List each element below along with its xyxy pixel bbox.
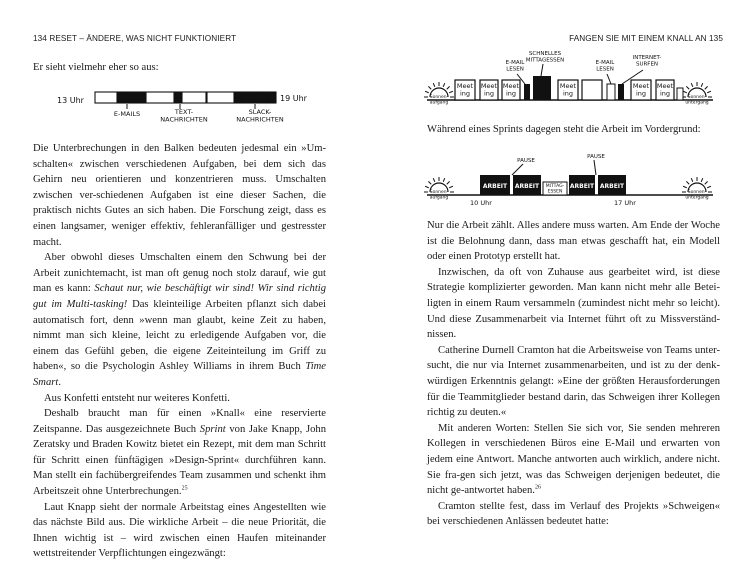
time-segment xyxy=(118,92,136,103)
sun-ray xyxy=(449,186,453,188)
intro-line: Er sieht vielmehr eher so aus: xyxy=(33,62,159,73)
right-body-text xyxy=(427,218,720,530)
sun-ray xyxy=(691,178,693,182)
work-label: ARBEIT xyxy=(482,183,508,190)
start-time-label: 13 Uhr xyxy=(57,96,84,105)
left-paragraph: Laut Knapp sieht der normale Arbeitstag eines Angestellten wie das nächste Bild aus. Die wirkliche Arbeit – die neue Priorität, die Ihnen wichtig ist – wird zwischen einen Haufen miteinander wettstreitender Verpflichtungen eingezwängt: xyxy=(33,501,326,560)
end-time-label: 17 Uhr xyxy=(614,199,636,207)
work-label: ARBEIT xyxy=(569,183,595,190)
meeting-label: Meet ing xyxy=(559,82,577,98)
emails-label: E-MAILS xyxy=(113,110,141,118)
time-segment xyxy=(175,92,181,103)
meeting-label: Meet ing xyxy=(632,82,650,98)
work-label: ARBEIT xyxy=(599,183,625,190)
sunset-label: Sonnen-untergang xyxy=(685,190,709,201)
right-paragraph: Mit anderen Worten: Stellen Sie sich vor, Sie senden mehreren Kollegen in verschiedenen Büros eine E-Mail und erwarten von jedem eine Antwort. Manche antworten auch wirklich, andere nicht. Sie fra-gen sich jetzt, was das Schweigen derjenigen bedeutet, die nicht ge-antwortet haben.$^{26}$ xyxy=(427,422,720,497)
right-paragraph: Catherine Durnell Cramton hat die Arbeitsweise von Teams unter-sucht, die nur via Internet zusammenarbeiten, und ist zu der denk-würdigen Erkenntnis gelangt: »Eine der größten Herausforderungen für die Teammitglieder bestand darin, das Schweigen ihrer Kollegen richtig zu deuten.« xyxy=(427,344,720,419)
time-segment xyxy=(242,92,250,103)
right-page-header: FANGEN SIE MIT EINEM KNALL AN 135 xyxy=(569,34,723,43)
pointer-line xyxy=(512,164,523,175)
time-segment xyxy=(251,92,267,103)
text-messages-label: TEXT-NACHRICHTEN xyxy=(160,108,208,124)
sun-ray xyxy=(683,186,687,188)
sun-ray xyxy=(705,181,708,184)
sunset-label: Sonnen-untergang xyxy=(685,95,709,106)
start-time-label: 10 Uhr xyxy=(470,199,492,207)
left-paragraph: Aber obwohl dieses Umschalten einem den Schwung bei der Arbeit zunichtemacht, ist man oft genug noch stolz darauf, wie gut man es kann: Schaut nur, wie beschäftigt wir sind! Wir sind richtig gut im Multi-tasking! Das kleinteilige Arbeiten pflanzt sich dabei automatisch fort, denn »wenn man glaubt, keine Zeit zu haben, nimmt man sich kleine, leicht zu erledigende Aufgaben vor, die einem das Gefühl geben, die eigene Zeiteinteilung im Griff zu haben«, so die Psychologin Ashley Williams in ihrem Buch Time Smart. xyxy=(33,252,327,388)
left-paragraph: Aus Konfetti entsteht nur weiteres Konfetti. xyxy=(44,392,230,404)
pointer-line xyxy=(594,160,596,175)
left-page xyxy=(0,0,375,560)
time-segment xyxy=(146,92,174,103)
right-page xyxy=(375,0,750,556)
sunrise-label: Sonnen-aufgang xyxy=(429,190,449,201)
time-segment xyxy=(207,92,234,103)
sun-ray xyxy=(433,178,435,182)
lunch-label: MITTAG-ESSEN xyxy=(545,184,565,195)
email-read-label-2: E-MAIL LESEN xyxy=(595,60,615,73)
left-body-text xyxy=(33,141,326,562)
internet-surfing-label: INTERNET-SURFEN xyxy=(632,55,662,68)
sprint-intro-line: Während eines Sprints dagegen steht die Arbeit im Vordergrund: xyxy=(427,124,701,135)
meeting-label: Meet ing xyxy=(480,82,498,98)
time-segment xyxy=(137,92,145,103)
time-segment xyxy=(182,92,206,103)
work-label: ARBEIT xyxy=(514,183,540,190)
left-paragraph: Die Unterbrechungen in den Balken bedeuten jedesmal ein »Um-schalten« zwischen verschiedenen Aufgaben, bei dem sich das Gehirn neu orientieren und konzentrieren muss. Umschalten zwischen ver-schiedenen Aufgaben ist eine dieser Sachen, die praktisch nichts Gutes an sich haben. Die Forschung zeigt, dass es einen langsamer, weniger effektiv, fehleranfälliger und gestresster macht. xyxy=(33,143,326,248)
time-segment xyxy=(268,92,276,103)
sun-ray xyxy=(428,181,431,184)
sun-ray xyxy=(686,181,689,184)
sun-ray xyxy=(443,178,445,182)
meeting-label: Meet ing xyxy=(502,82,520,98)
meeting-label: Meet ing xyxy=(656,82,674,98)
email-read-label: E-MAIL LESEN xyxy=(505,60,525,73)
sunrise-label: Sonnen-aufgang xyxy=(429,95,449,106)
right-paragraph: Inzwischen, da oft von Zuhause aus gearbeitet wird, ist diese Strategie komplizierter geworden. Man kann nicht mehr alle Betei-ligten in einem Raum versammeln (zumindest nicht mehr so leicht). Und diese Zusammenarbeit via Internet führt oft zu Missverständ-nissen. xyxy=(427,266,720,341)
meeting-label: Meet ing xyxy=(456,82,474,98)
left-page-header: 134 RESET – ÄNDERE, WAS NICHT FUNKTIONIERT xyxy=(33,34,237,43)
end-time-label: 19 Uhr xyxy=(280,94,307,103)
sun-ray xyxy=(701,178,703,182)
sun-ray xyxy=(707,186,711,188)
pause-label-1: PAUSE xyxy=(517,158,535,164)
quick-lunch-label: SCHNELLES MITTAGESSEN xyxy=(525,51,565,64)
right-paragraph: Nur die Arbeit zählt. Alles andere muss warten. Am Ende der Woche ist die Belohnung dann, dass man etwas geschafft hat, ein Modell oder einen Prototyp erstellt hat. xyxy=(427,220,720,263)
time-segment xyxy=(95,92,117,103)
time-segment xyxy=(235,92,241,103)
pause-label-2: PAUSE xyxy=(587,154,605,160)
right-paragraph: Cramton stellte fest, dass im Verlauf des Projekts »Schweigen« bei verschiedenen Anlässen bedeutet hatte: xyxy=(427,500,720,528)
sun-ray xyxy=(447,181,450,184)
left-paragraph: Deshalb braucht man für einen »Knall« eine reservierte Zeitspanne. Das ausgezeichnete Buch Sprint von Jake Knapp, John Zeratsky und Braden Kowitz bietet ein Rezept, mit dem man Schritt für Schritt einen fünftägigen »Design-Sprint« durchführen kann. Man stellt ein fachübergreifendes Team zusammen und schenkt ihm Arbeitszeit ohne Unterbrechungen.$^{25}$ xyxy=(33,408,327,498)
sun-ray xyxy=(425,186,429,188)
slack-messages-label: SLACK-NACHRICHTEN xyxy=(236,108,284,124)
